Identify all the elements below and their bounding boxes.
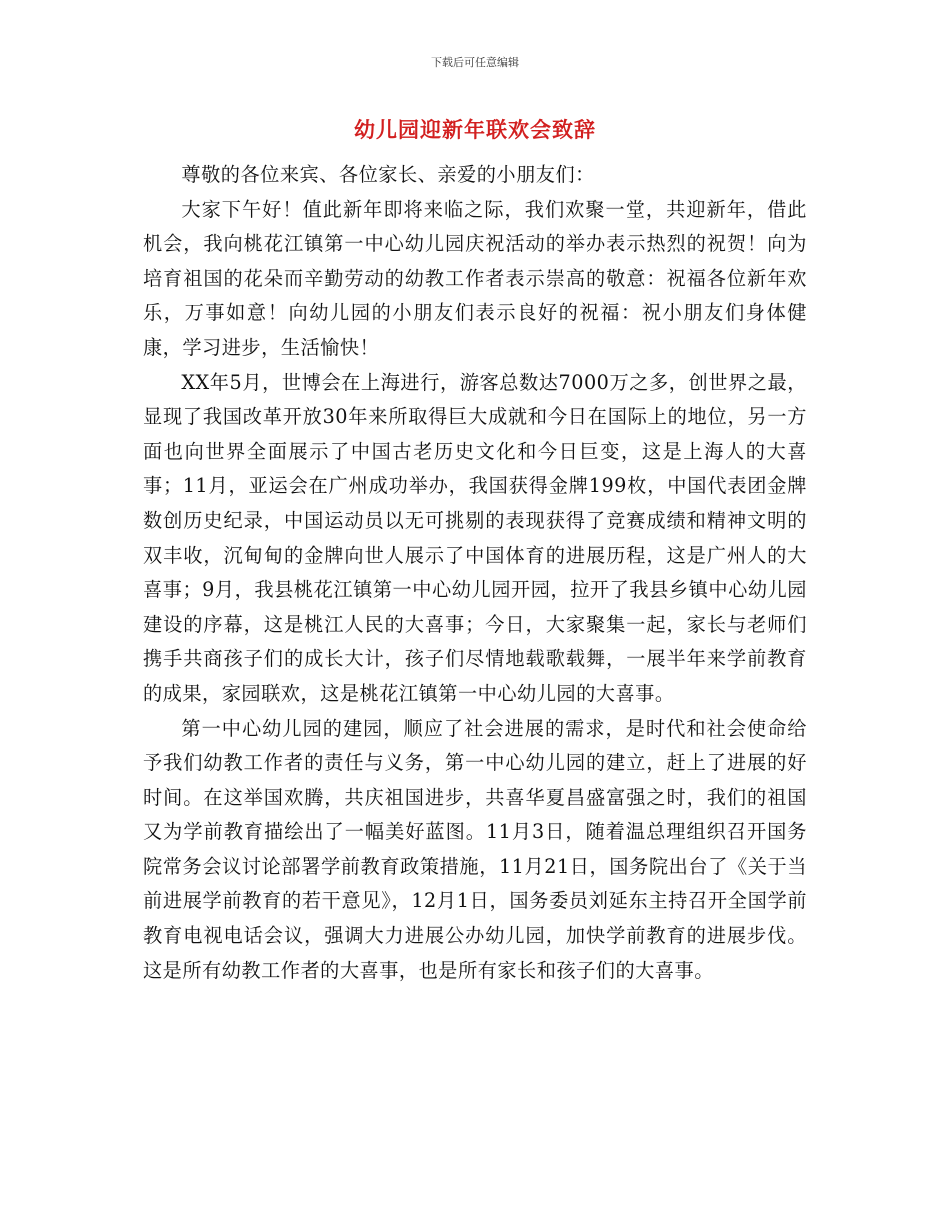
document-title: 幼儿园迎新年联欢会致辞 <box>354 118 596 142</box>
paragraph-greeting: 尊敬的各位来宾、各位家长、亲爱的小朋友们： <box>181 163 595 186</box>
document-body <box>143 158 807 988</box>
paragraph-1: 大家下午好！值此新年即将来临之际，我们欢聚一堂，共迎新年，借此机会，我向桃花江镇第一中心幼儿园庆祝活动的举办表示热烈的祝贺！向为培育祖国的花朵而辛勤劳动的幼教工作者表示崇高的敬意：祝福各位新年欢乐，万事如意！向幼儿园的小朋友们表示良好的祝福：祝小朋友们身体健康，学习进步，生活愉快！ <box>143 197 807 359</box>
paragraph-3: 第一中心幼儿园的建园，顺应了社会进展的需求，是时代和社会使命给予我们幼教工作者的责任与义务，第一中心幼儿园的建立，赶上了进展的好时间。在这举国欢腾，共庆祖国进步，共喜华夏昌盛富强之时，我们的祖国又为学前教育描绘出了一幅美好蓝图。11月3日，随着温总理组织召开国务院常务会议讨论部署学前教育政策措施，11月21日，国务院出台了《关于当前进展学前教育的若干意见》，12月1日，国务委员刘延东主持召开全国学前教育电视电话会议，强调大力进展公办幼儿园，加快学前教育的进展步伐。这是所有幼教工作者的大喜事，也是所有家长和孩子们的大喜事。 <box>143 716 807 982</box>
paragraph-2: XX年5月，世博会在上海进行，游客总数达7000万之多，创世界之最，显现了我国改革开放30年来所取得巨大成就和今日在国际上的地位，另一方面也向世界全面展示了中国古老历史文化和今日巨变，这是上海人的大喜事；11月，亚运会在广州成功举办，我国获得金牌199枚，中国代表团金牌数创历史纪录，中国运动员以无可挑剔的表现获得了竞赛成绩和精神文明的双丰收，沉甸甸的金牌向世人展示了中国体育的进展历程，这是广州人的大喜事；9月，我县桃花江镇第一中心幼儿园开园，拉开了我县乡镇中心幼儿园建设的序幕，这是桃江人民的大喜事；今日，大家聚集一起，家长与老师们携手共商孩子们的成长大计，孩子们尽情地载歌载舞，一展半年来学前教育的成果，家园联欢，这是桃花江镇第一中心幼儿园的大喜事。 <box>143 370 807 705</box>
header-note: 下载后可任意编辑 <box>431 56 519 69</box>
